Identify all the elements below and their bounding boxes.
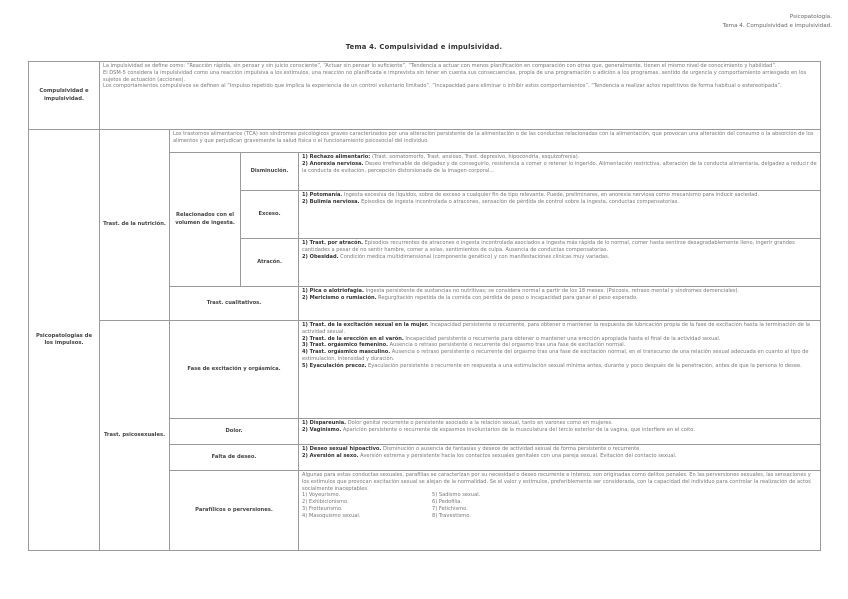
parafilias-label: Parafílicos o perversiones.	[170, 471, 299, 551]
excitacion-label: Fase de excitación y orgásmica.	[170, 321, 299, 419]
item-title: Deseo sexual hipoactivo.	[309, 446, 382, 452]
intro-row	[29, 62, 821, 130]
list-item: 1) Voyeurismo.	[302, 492, 341, 499]
ingesta-label: Relacionados con el volumen de ingesta.	[170, 153, 241, 287]
nutrition-intro-row	[29, 130, 821, 153]
dolor-label: Dolor.	[170, 419, 299, 445]
excitacion-content: 1) Trast. de la excitación sexual en la mujer. Incapacidad persistente o recurrente, para obtener o mantener la respuesta de lubricación propia de la fase de excitación hasta la terminación de la actividad sexual. 2) Trast. de la erección en el varón. Incapacidad persistente o recurrente para obtener o mantener una erección apropiada hasta el final de la actividad sexual. 3) Trast. orgásmico femenino. Ausencia o retraso persistente o recurrente del orgasmo tras una fase de excitación normal. 4) Trast. orgásmico masculino. Ausencia o retraso persistente o recurrente del orgasmo tras una fase de excitación normal, en el transcurso de una relación sexual adecuada en cuanto al tipo de estimulación, intensidad y duración. 5) Eyaculación precoz. Eyaculación persistente o recurrente en respuesta a una estimulación sexual mínima antes, durante y poco después de la penetración, antes de que la persona lo desee.	[299, 321, 821, 419]
nutrition-intro: Los trastornos alimentarios (TCA) son síndromes psicológicos graves caracterizados por una alteración persistente de la alimentación o de las conductas relacionadas con la alimentación, que provocan una alteración del consumo o la absorción de los alimentos y que perjudican gravemente la salud física o el funcionamiento psicosocial del individuo.	[170, 130, 821, 153]
summary-table	[28, 61, 821, 551]
list-item: 5) Sadismo sexual.	[432, 492, 481, 499]
dolor-content: 1) Dispareunia. Dolor genital recurrente o persistente asociado a la relación sexual, tanto en varones como en mujeres. 2) Vaginismo. Aparición persistente o recurrente de espasmos involuntarios de la musculatura del tercio exterior de la vagina, que interfiere en el coito.	[299, 419, 821, 445]
item-title: Eyaculación precoz.	[309, 362, 367, 369]
parafilias-list	[302, 492, 817, 519]
list-item: 6) Pedofilia.	[432, 499, 463, 506]
item-title: Anorexia nerviosa.	[309, 160, 364, 167]
intro-text	[100, 62, 821, 130]
atracon-content: 1) Trast. por atracón. Episodios recurrentes de atracones o ingesta incontrolada asociados a ingesta más rápida de lo normal, comer hasta sentirse desagradablemente lleno, ingerir grandes cantidades a pesar de no sentir hambre, comer a solas, sentimientos de culpa. Ausencia de conductas compensatorias. 2) Obesidad. Condición médica multidimensional (componente genético) y con manifestaciones clínicas muy variadas.	[299, 239, 821, 287]
item-title: Trast. orgásmico masculino.	[309, 349, 391, 356]
intro-label: Compulsividad e impulsividad.	[29, 62, 100, 130]
disminucion-label: Disminución.	[241, 153, 299, 191]
section-label: Psicopatologías de los impulsos.	[29, 130, 100, 551]
list-item: 3) Frotteurismo.	[302, 505, 343, 512]
parafilias-intro: Algunas para estas conductas sexuales, parafilias se caracterizan por su necesidad o deseo recurrente e intenso, son originadas como delitos penales. En las perversiones sexuales, las sensaciones y los estímulos que provocan excitación sexual se alejan de la normalidad. Se el valor y estímulos, preferiblemente ser considerada, con la capacidad del individuo para controlar la realización de actos socialmente inaceptables.	[302, 472, 811, 492]
atracon-label: Atracón.	[241, 239, 299, 287]
item-title: Trast. de la erección en el varón.	[309, 335, 404, 342]
parafilias-content	[299, 471, 821, 551]
exceso-content: 1) Potomanía. Ingesta excesiva de líquidos, sobre de exceso a cualquier fin de tipo relevante. Puede, preliminares, en anorexia nerviosa como mecanismo para inducir saciedad. 2) Bulimia nerviosa. Episodios de ingesta incontrolada o atracones, sensación de pérdida de control sobre la ingesta, conductas compensatorias.	[299, 191, 821, 239]
item-title: Dispareunia.	[309, 420, 347, 426]
item-title: Trast. de la excitación sexual en la mujer.	[309, 322, 429, 328]
item-title: Pica o alotriofagia.	[309, 288, 364, 294]
exceso-label: Exceso.	[241, 191, 299, 239]
document-header	[723, 13, 832, 30]
list-item: 8) Travestismo.	[432, 512, 471, 519]
item-title: Bulimia nerviosa.	[309, 198, 360, 205]
cualitativos-label: Trast. cualitativos.	[170, 287, 299, 321]
item-title: Potomanía.	[309, 192, 343, 198]
item-title: Vaginismo.	[309, 426, 342, 433]
intro-paragraph-3: Los comportamientos compulsivos se definen al “Impulso repetido que implica la experiencia de un control voluntario limitado”. “Incapacidad para eliminar o inhibir estos comportamientos”. “Tendencia a realizar actos repetitivos de forma habitual o estereotipada”.	[103, 83, 782, 90]
header-topic: Tema 4. Compulsividad e impulsividad.	[722, 22, 832, 29]
parafilias-list-right	[432, 492, 562, 519]
item-title: Mericismo o rumiación.	[309, 294, 377, 301]
excitacion-row	[29, 321, 821, 419]
item-title: Aversión al sexo.	[309, 452, 359, 459]
disminucion-content: 1) Rechazo alimentario: (Trast. somatomorfo, Trast. ansioso, Trast. depresivo, hipocondría, esquizofrenia). 2) Anorexia nerviosa. Deseo irrefrenable de delgadez y de conseguirlo, resistencia a comer o retener lo ingerido. Alimentación restrictiva, alteración de la conducta alimentaria, delgadez a reducir de la conducta de evitación, percepción distorsionada de la imagen corporal...	[299, 153, 821, 191]
header-subject: Psicopatología.	[789, 14, 832, 20]
item-title: Rechazo alimentario:	[309, 154, 371, 160]
deseo-content: 1) Deseo sexual hipoactivo. Disminución o ausencia de fantasías y deseos de actividad sexual de forma persistente o recurrente. 2) Aversión al sexo. Aversión extrema y persistente hacia los contactos sexuales genitales con una pareja sexual. Evitación del contacto sexual.	[299, 445, 821, 471]
intro-paragraph-2: El DSM-5 considera la impulsividad como una reacción impulsiva a los estímulos, una reacción no planificada e imprevista sin tener en cuenta sus consecuencias, propia de una programación o adición a los programas, sentido de urgencia y comportamiento arriesgado en los sujetos de actuación (acciones).	[103, 69, 807, 83]
cualitativos-content: 1) Pica o alotriofagia. Ingesta persistente de sustancias no nutritivas; se considera normal a partir de los 18 meses. (Psicosis, retraso mental y síndromes demenciales). 2) Mericismo o rumiación. Regurgitación repetida de la comida con pérdida de peso o incapacidad para ganar el peso esperado.	[299, 287, 821, 321]
list-item: 2) Exhibicionismo.	[302, 499, 349, 506]
sexual-label: Trast. psicosexuales.	[100, 321, 170, 551]
item-title: Trast. orgásmico femenino.	[309, 342, 389, 349]
item-title: Trast. por atracón.	[309, 240, 364, 246]
list-item: 7) Fetichismo.	[432, 505, 468, 512]
intro-paragraph-1: La impulsividad se define como: “Reacción rápida, sin pensar y sin juicio consciente”, “Actuar sin pensar lo suficiente”, “Tendencia a actuar con menos planificación en comparación con otras que, generalmente, tienen el mismo nivel de conocimiento y habilidad”.	[103, 63, 777, 69]
list-item: 4) Masoquismo sexual.	[302, 512, 361, 519]
nutrition-label: Trast. de la nutrición.	[100, 130, 170, 321]
deseo-label: Falta de deseo.	[170, 445, 299, 471]
page-title: Tema 4. Compulsividad e impulsividad.	[345, 43, 503, 51]
item-title: Obesidad.	[309, 253, 339, 260]
parafilias-list-left	[302, 492, 432, 519]
